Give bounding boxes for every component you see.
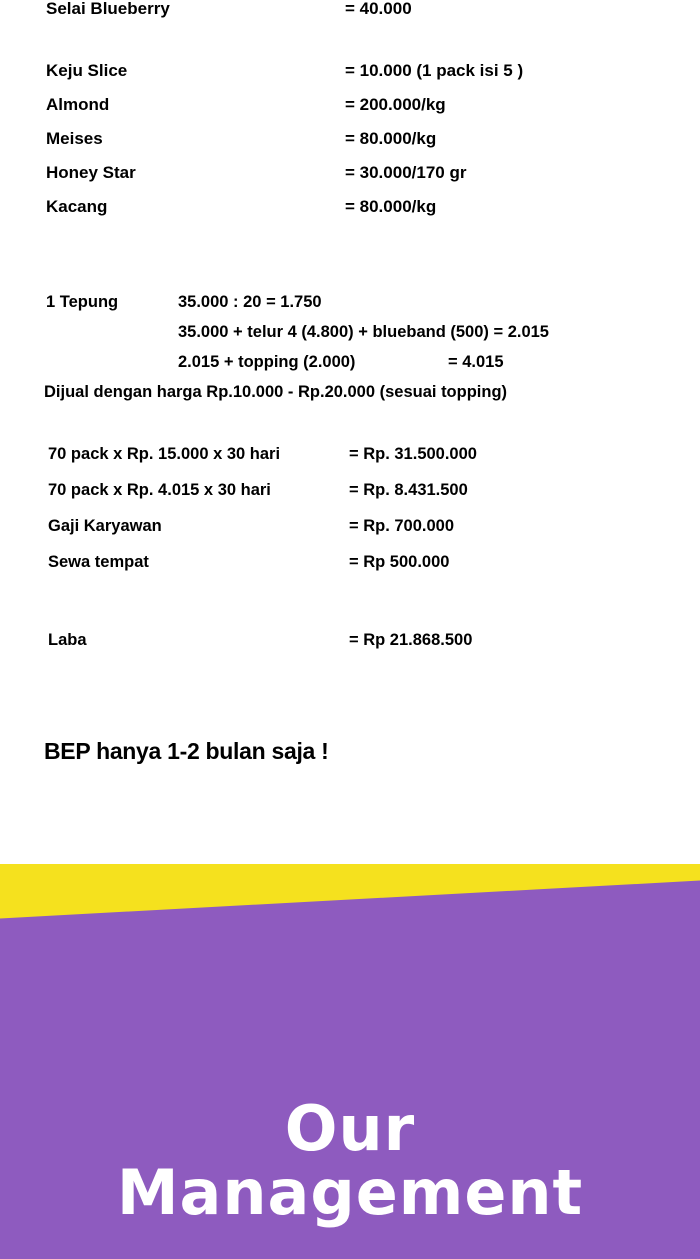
table-row xyxy=(2,482,477,516)
banner-title-line1: Our xyxy=(284,1091,416,1165)
revenue-summary-table xyxy=(0,444,479,668)
ingredient-label: Kacang xyxy=(46,197,108,216)
formula-row xyxy=(46,354,700,384)
summary-value: = Rp. 700.000 xyxy=(349,517,455,535)
ingredient-label: Honey Star xyxy=(46,163,136,182)
ingredient-value: = 30.000/170 gr xyxy=(345,163,467,182)
formula-row xyxy=(46,294,700,324)
table-row xyxy=(2,518,477,552)
table-row xyxy=(0,96,700,130)
bep-note: BEP hanya 1-2 bulan saja ! xyxy=(44,738,329,764)
spacer-row xyxy=(2,590,477,630)
formula-calc: 35.000 : 20 = 1.750 xyxy=(178,293,322,311)
summary-value: = Rp. 31.500.000 xyxy=(349,445,477,463)
ingredient-value: = 10.000 (1 pack isi 5 ) xyxy=(345,61,524,80)
banner-title-line2: Management xyxy=(116,1155,584,1229)
ingredient-value: = 200.000/kg xyxy=(345,95,446,114)
formula-calc: 2.015 + topping (2.000) xyxy=(178,353,356,371)
section-banner xyxy=(0,864,700,1259)
summary-label: 70 pack x Rp. 4.015 x 30 hari xyxy=(48,481,271,499)
formula-row xyxy=(46,324,700,354)
ingredient-value: = 80.000/kg xyxy=(345,129,437,148)
summary-value: = Rp. 8.431.500 xyxy=(349,481,468,499)
summary-label: 70 pack x Rp. 15.000 x 30 hari xyxy=(48,445,281,463)
table-row xyxy=(0,0,700,34)
profit-row xyxy=(2,632,477,666)
table-row xyxy=(0,62,700,96)
ingredient-label: Selai Blueberry xyxy=(46,0,170,18)
ingredient-label: Meises xyxy=(46,129,103,148)
table-row xyxy=(0,198,700,232)
table-row xyxy=(2,446,477,480)
formula-result: = 4.015 xyxy=(448,353,504,371)
profit-label: Laba xyxy=(48,631,87,649)
ingredient-label: Almond xyxy=(46,95,110,114)
selling-price-note: Dijual dengan harga Rp.10.000 - Rp.20.000 (sesuai topping) xyxy=(44,383,508,401)
summary-label: Sewa tempat xyxy=(48,553,149,571)
summary-value: = Rp 500.000 xyxy=(349,553,450,571)
table-row xyxy=(0,130,700,164)
table-row xyxy=(2,554,477,588)
ingredient-value: = 80.000/kg xyxy=(345,197,437,216)
formula-label: 1 Tepung xyxy=(46,293,119,311)
ingredient-price-table-1 xyxy=(0,0,700,232)
profit-value: = Rp 21.868.500 xyxy=(349,631,473,649)
cost-formula-block xyxy=(0,294,700,414)
table-row xyxy=(0,164,700,198)
formula-calc: 35.000 + telur 4 (4.800) + blueband (500) = 2.015 xyxy=(178,323,549,341)
spacer-row xyxy=(0,34,700,62)
banner-title-group xyxy=(0,864,700,1259)
ingredient-value: = 40.000 xyxy=(345,0,412,18)
summary-label: Gaji Karyawan xyxy=(48,517,162,535)
ingredient-label: Keju Slice xyxy=(46,61,128,80)
